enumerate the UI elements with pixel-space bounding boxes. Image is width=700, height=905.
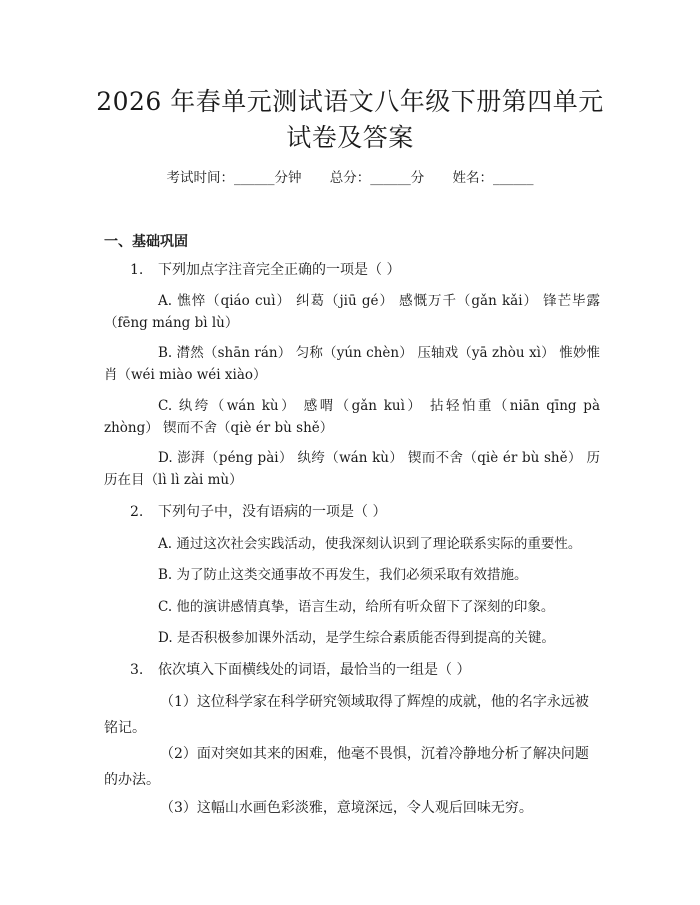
student-name-field: 姓名：______ bbox=[452, 170, 534, 186]
question-3-item-3: （3）这幅山水画色彩淡雅，意境深远，令人观后回味无穷。 bbox=[160, 800, 533, 816]
question-3-item-2: （2）面对突如其来的困难，他毫不畏惧，沉着冷静地分析了解决问题的办法。 bbox=[104, 746, 589, 788]
question-3-stem bbox=[130, 659, 600, 681]
question-1-option-d: D. 澎湃（péng pài） 纨绔（wán kù） 锲而不舍（qiè ér bù shě） 历历在目（lì lì zài mù） bbox=[104, 450, 600, 488]
question-number: 3. bbox=[130, 662, 144, 678]
question-3-item-1: （1）这位科学家在科学研究领域取得了辉煌的成就，他的名字永远被铭记。 bbox=[104, 694, 589, 736]
question-1-option-c: C. 纨绔（wán kù） 感喟（gǎn kuì） 拈轻怕重（niān qīng pà zhòng） 锲而不舍（qiè ér bù shě） bbox=[104, 398, 600, 436]
question-2-option-a: A. 通过这次社会实践活动，使我深刻认识到了理论联系实际的重要性。 bbox=[158, 536, 582, 552]
question-text: 依次填入下面横线处的词语，最恰当的一组是（ ） bbox=[158, 662, 471, 678]
exam-meta bbox=[0, 168, 700, 188]
question-2-option-c: C. 他的演讲感情真挚，语言生动，给所有听众留下了深刻的印象。 bbox=[158, 599, 555, 615]
page-title bbox=[60, 84, 640, 156]
title-line-2: 试卷及答案 bbox=[286, 123, 414, 152]
question-number: 1. bbox=[130, 262, 144, 278]
question-2-stem bbox=[130, 501, 600, 523]
question-2-option-d: D. 是否积极参加课外活动，是学生综合素质能否得到提高的关键。 bbox=[158, 630, 555, 646]
exam-time-field: 考试时间：______分钟 bbox=[166, 170, 302, 186]
question-1-stem bbox=[130, 259, 600, 281]
question-number: 2. bbox=[130, 504, 144, 520]
section-heading: 一、基础巩固 bbox=[104, 234, 188, 250]
exam-score-field: 总分：______分 bbox=[329, 170, 425, 186]
title-line-1: 2026 年春单元测试语文八年级下册第四单元 bbox=[96, 87, 604, 116]
question-2-option-b: B. 为了防止这类交通事故不再发生，我们必须采取有效措施。 bbox=[158, 567, 528, 583]
question-1-option-a: A. 憔悴（qiáo cuì） 纠葛（jiū gé） 感慨万千（gǎn kǎi） 锋芒毕露（fēng máng bì lù） bbox=[104, 293, 600, 331]
question-1-option-b: B. 潸然（shān rán） 匀称（yún chèn） 压轴戏（yā zhòu xì） 惟妙惟肖（wéi miào wéi xiào） bbox=[104, 345, 600, 383]
question-text: 下列加点字注音完全正确的一项是（ ） bbox=[158, 262, 401, 278]
question-text: 下列句子中，没有语病的一项是（ ） bbox=[158, 504, 387, 520]
